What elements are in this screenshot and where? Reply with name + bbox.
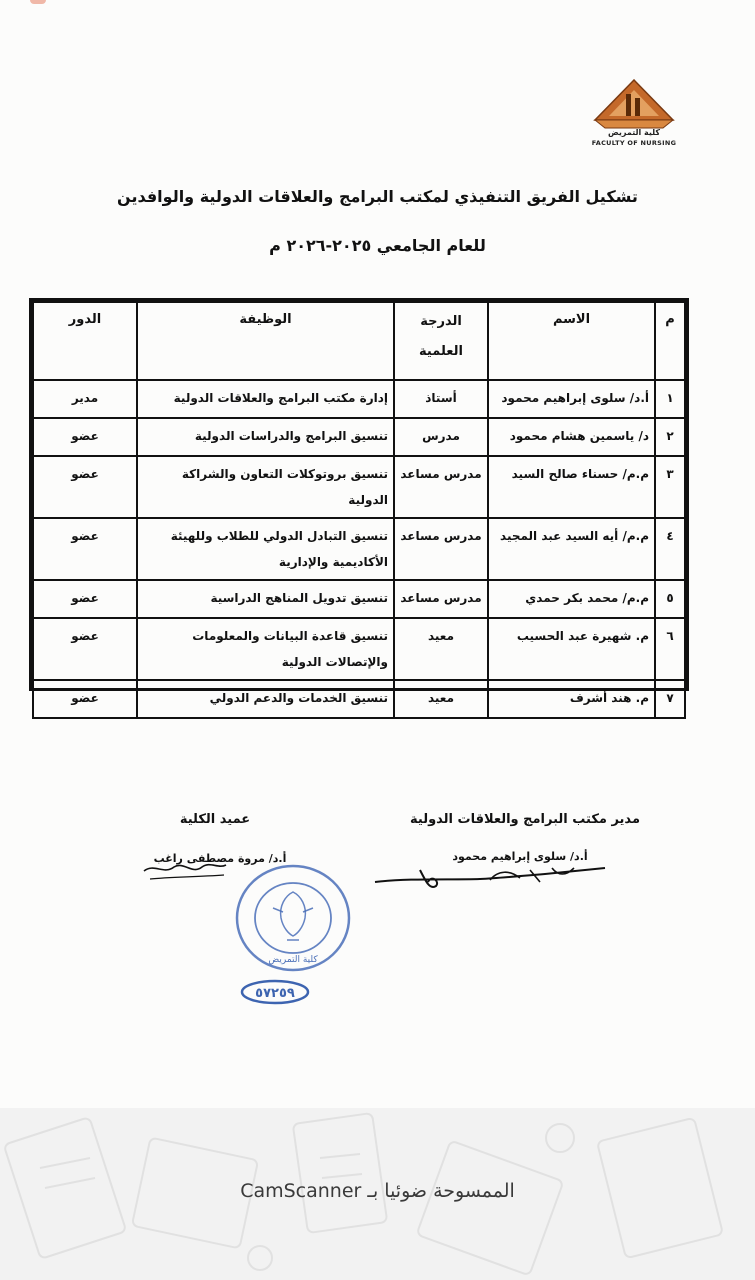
- camscanner-label: الممسوحة ضوئيا بـ CamScanner: [240, 1180, 515, 1202]
- cell-role: عضو: [33, 518, 137, 580]
- dean-name: أ.د/ مروة مصطفى راغب: [153, 852, 287, 865]
- stamp-text: كلية التمريض: [268, 955, 318, 965]
- dean-signature-icon: [140, 855, 230, 885]
- cell-name: م. هند أشرف: [488, 680, 655, 718]
- header-job: الوظيفة: [137, 302, 394, 380]
- cell-job: تنسيق بروتوكلات التعاون والشراكة الدولية: [137, 456, 394, 518]
- cell-num: ٥: [655, 580, 685, 618]
- cell-role: عضو: [33, 456, 137, 518]
- table-row: [33, 680, 685, 718]
- cell-degree: معيد: [394, 680, 488, 718]
- table-header-row: [33, 302, 685, 380]
- cell-role: عضو: [33, 680, 137, 718]
- dean-title: عميد الكلية: [179, 812, 251, 827]
- header-num: م: [655, 302, 685, 380]
- cell-name: م.م/ حسناء صالح السيد: [488, 456, 655, 518]
- cell-role: عضو: [33, 580, 137, 618]
- document-title: تشكيل الفريق التنفيذي لمكتب البرامج والعلاقات الدولية والوافدين: [117, 187, 638, 206]
- cell-role: عضو: [33, 618, 137, 680]
- cell-name: م. شهيرة عبد الحسيب: [488, 618, 655, 680]
- header-name: الاسم: [488, 302, 655, 380]
- cell-degree: أستاذ: [394, 380, 488, 418]
- cell-job: تنسيق تدويل المناهج الدراسية: [137, 580, 394, 618]
- cell-role: مدير: [33, 380, 137, 418]
- cell-degree: معيد: [394, 618, 488, 680]
- director-signature-icon: [370, 860, 610, 900]
- cell-job: تنسيق البرامج والدراسات الدولية: [137, 418, 394, 456]
- cell-degree: مدرس: [394, 418, 488, 456]
- director-name: أ.د/ سلوى إبراهيم محمود: [452, 850, 588, 863]
- header-degree: الدرجة العلمية: [394, 302, 488, 380]
- document-subtitle: للعام الجامعي ٢٠٢٥-٢٠٢٦ م: [269, 236, 486, 255]
- cell-num: ٢: [655, 418, 685, 456]
- corner-mark: [30, 0, 46, 4]
- cell-name: د/ ياسمين هشام محمود: [488, 418, 655, 456]
- stamp-number-badge: [239, 978, 311, 1006]
- cell-degree: مدرس مساعد: [394, 580, 488, 618]
- table-row: [33, 618, 685, 680]
- logo-caption-en: FACULTY OF NURSING: [591, 139, 677, 147]
- cell-job: تنسيق قاعدة البيانات والمعلومات والإتصالات الدولية: [137, 618, 394, 680]
- university-seal-icon: [233, 862, 353, 974]
- cell-degree: مدرس مساعد: [394, 518, 488, 580]
- cell-role: عضو: [33, 418, 137, 456]
- cell-job: تنسيق التبادل الدولي للطلاب وللهيئة الأكاديمية والإدارية: [137, 518, 394, 580]
- cell-degree: مدرس مساعد: [394, 456, 488, 518]
- director-title: مدير مكتب البرامج والعلاقات الدولية: [410, 812, 640, 827]
- cell-name: م.م/ محمد بكر حمدي: [488, 580, 655, 618]
- cell-job: إدارة مكتب البرامج والعلاقات الدولية: [137, 380, 394, 418]
- cell-job: تنسيق الخدمات والدعم الدولي: [137, 680, 394, 718]
- stamp-number: ٥٧٢٥٩: [255, 986, 295, 1001]
- table-row: [33, 380, 685, 418]
- team-table: [29, 298, 689, 705]
- cell-name: أ.د/ سلوى إبراهيم محمود: [488, 380, 655, 418]
- cell-name: م.م/ أيه السيد عبد المجيد: [488, 518, 655, 580]
- table-row: [33, 456, 685, 518]
- logo-caption-ar: كلية التمريض: [607, 128, 661, 137]
- table-row: [33, 518, 685, 580]
- header-role: الدور: [33, 302, 137, 380]
- cell-num: ١: [655, 380, 685, 418]
- table-row: [33, 580, 685, 618]
- cell-num: ٤: [655, 518, 685, 580]
- cell-num: ٧: [655, 680, 685, 718]
- cell-num: ٣: [655, 456, 685, 518]
- logo-caption: [575, 128, 693, 148]
- cell-num: ٦: [655, 618, 685, 680]
- table-row: [33, 418, 685, 456]
